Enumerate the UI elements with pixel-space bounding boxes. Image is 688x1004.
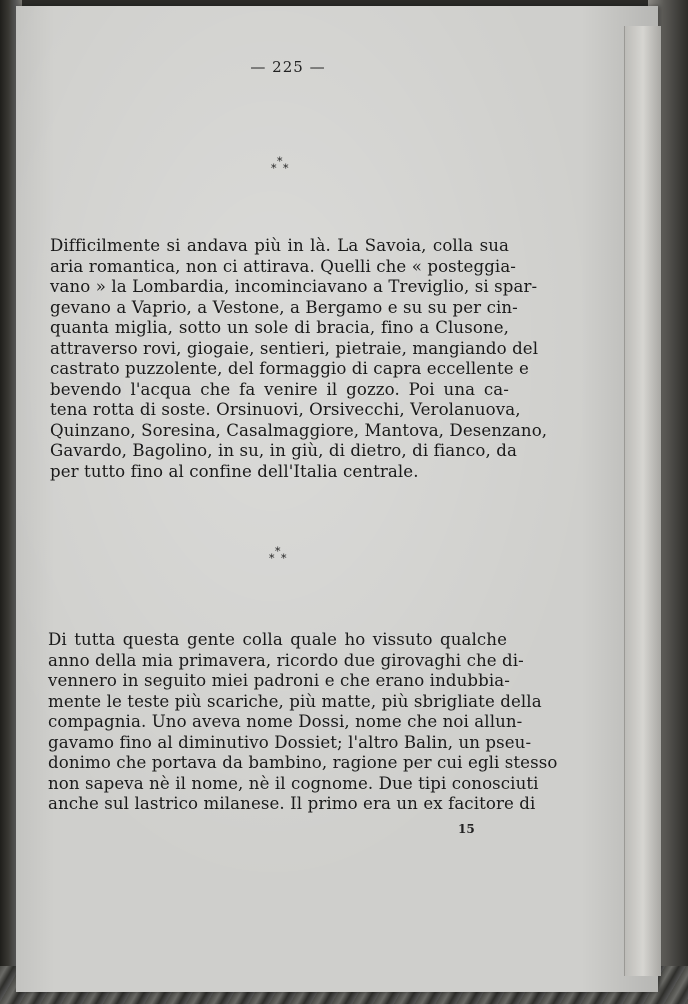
text-line: Difficilmente si andava più in là. La Savoia, colla sua xyxy=(50,236,509,255)
signature-mark: 15 xyxy=(458,822,475,836)
text-line: quanta miglia, sotto un sole di bracia, fino a Clusone, xyxy=(50,318,509,337)
text-line: anche sul lastrico milanese. Il primo era un ex facitore di xyxy=(48,794,536,813)
asterism-separator-top xyxy=(267,156,307,178)
asterism-star: * xyxy=(277,155,283,168)
text-line: mente le teste più scariche, più matte, più sbrigliate della xyxy=(48,691,542,711)
asterism-star: * xyxy=(271,162,277,175)
text-line: gavamo fino al diminutivo Dossiet; l'altro Balin, un pseu- xyxy=(48,732,532,752)
page-edge-stack xyxy=(624,26,661,976)
text-line: bevendo l'acqua che fa venire il gozzo. Poi una ca- xyxy=(50,379,509,399)
text-line: donimo che portava da bambino, ragione per cui egli stesso xyxy=(48,753,558,772)
asterism-separator-middle xyxy=(265,546,305,568)
asterism-star: * xyxy=(269,552,275,565)
text-line: per tutto fino al confine dell'Italia centrale. xyxy=(50,461,419,481)
text-line: gevano a Vaprio, a Vestone, a Bergamo e su su per cin- xyxy=(50,297,518,317)
text-line: tena rotta di soste. Orsinuovi, Orsivecchi, Verolanuova, xyxy=(50,400,521,419)
text-line: attraverso rovi, giogaie, sentieri, pietraie, mangiando del xyxy=(50,338,539,358)
book-page xyxy=(16,6,658,992)
text-line: castrato puzzolente, del formaggio di capra eccellente e xyxy=(50,359,529,378)
text-line: compagnia. Uno aveva nome Dossi, nome che noi allun- xyxy=(48,712,523,731)
paragraph-1 xyxy=(50,236,548,482)
page-number: — 225 — xyxy=(250,58,326,76)
paragraph-2 xyxy=(48,630,558,815)
asterism-star: * xyxy=(281,552,287,565)
asterism-star: * xyxy=(275,545,281,558)
text-line: vano » la Lombardia, incominciavano a Treviglio, si spar- xyxy=(50,277,538,296)
text-line: Di tutta questa gente colla quale ho vissuto qualche xyxy=(48,630,507,649)
text-line: vennero in seguito miei padroni e che erano indubbia- xyxy=(48,671,510,690)
text-line: anno della mia primavera, ricordo due girovaghi che di- xyxy=(48,650,524,670)
text-line: Gavardo, Bagolino, in su, in giù, di dietro, di fianco, da xyxy=(50,441,517,460)
text-line: Quinzano, Soresina, Casalmaggiore, Mantova, Desenzano, xyxy=(50,420,548,440)
text-line: non sapeva nè il nome, nè il cognome. Due tipi conosciuti xyxy=(48,773,539,793)
text-line: aria romantica, non ci attirava. Quelli che « posteggia- xyxy=(50,256,517,276)
asterism-star: * xyxy=(283,162,289,175)
